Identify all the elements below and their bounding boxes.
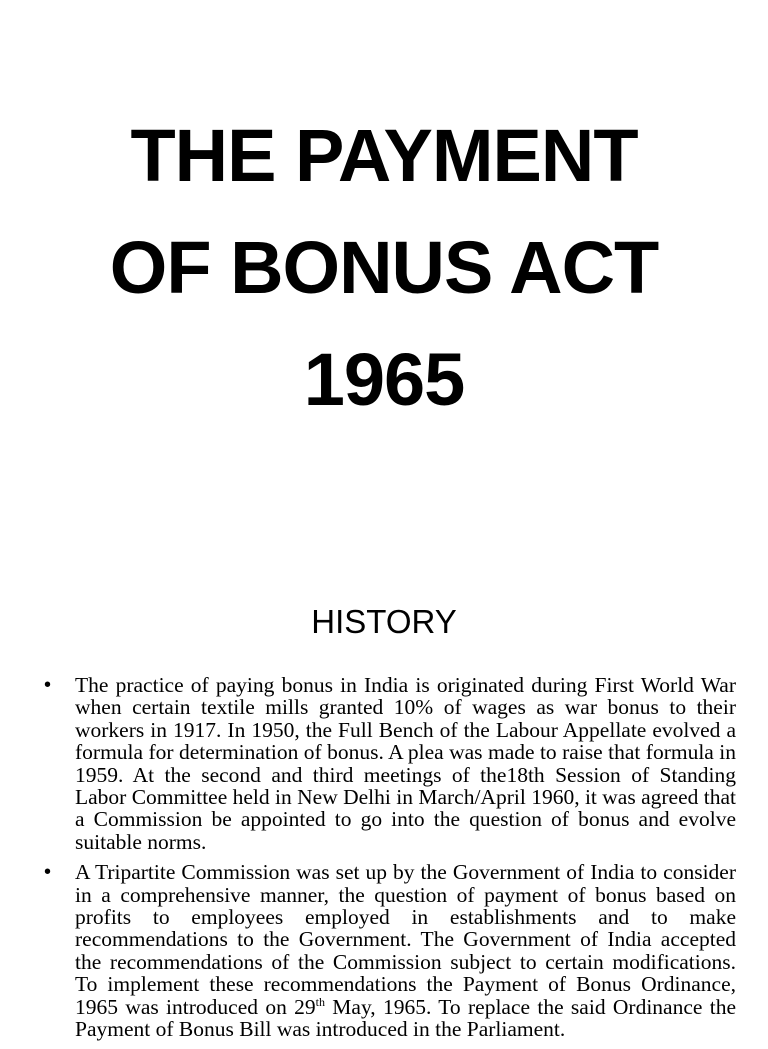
title-line-2: OF BONUS ACT [109, 226, 659, 309]
title-line-1: THE PAYMENT [130, 114, 638, 197]
page-title [0, 100, 768, 436]
ordinal-superscript: th [315, 994, 325, 1009]
section-heading-history: HISTORY [311, 603, 457, 640]
bullet-icon: • [44, 861, 52, 884]
bullet-text: A Tripartite Commission was set up by the Government of India to consider in a comprehensive manner, the question of payment of bonus based on profits to employees employed in establishments and to make recommendations to the Government. The Government of India accepted the recommendations of the Commission subject to certain modifications. To implement these recommendations the Payment of Bonus Ordinance, 1965 was introduced on 29 [75, 860, 736, 1019]
history-bullet-list [40, 674, 736, 1049]
bullet-text: The practice of paying bonus in India is originated during First World War when certain textile mills granted 10% of wages as war bonus to their workers in 1917. In 1950, the Full Bench of the Labour Appellate evolved a formula for determination of bonus. A plea was made to raise that formula in 1959. At the second and third meetings of the18th Session of Standing Labor Committee held in New Delhi in March/April 1960, it was agreed that a Commission be appointed to go into the question of bonus and evolve suitable norms. [75, 673, 736, 854]
title-line-3: 1965 [303, 338, 465, 421]
bullet-icon: • [44, 674, 52, 696]
list-item [40, 861, 736, 1040]
list-item [40, 674, 736, 853]
bullet-text-continued: May, 1965. To replace the said Ordinance the Payment of Bonus Bill was introduced in the Parliament. [75, 994, 736, 1042]
